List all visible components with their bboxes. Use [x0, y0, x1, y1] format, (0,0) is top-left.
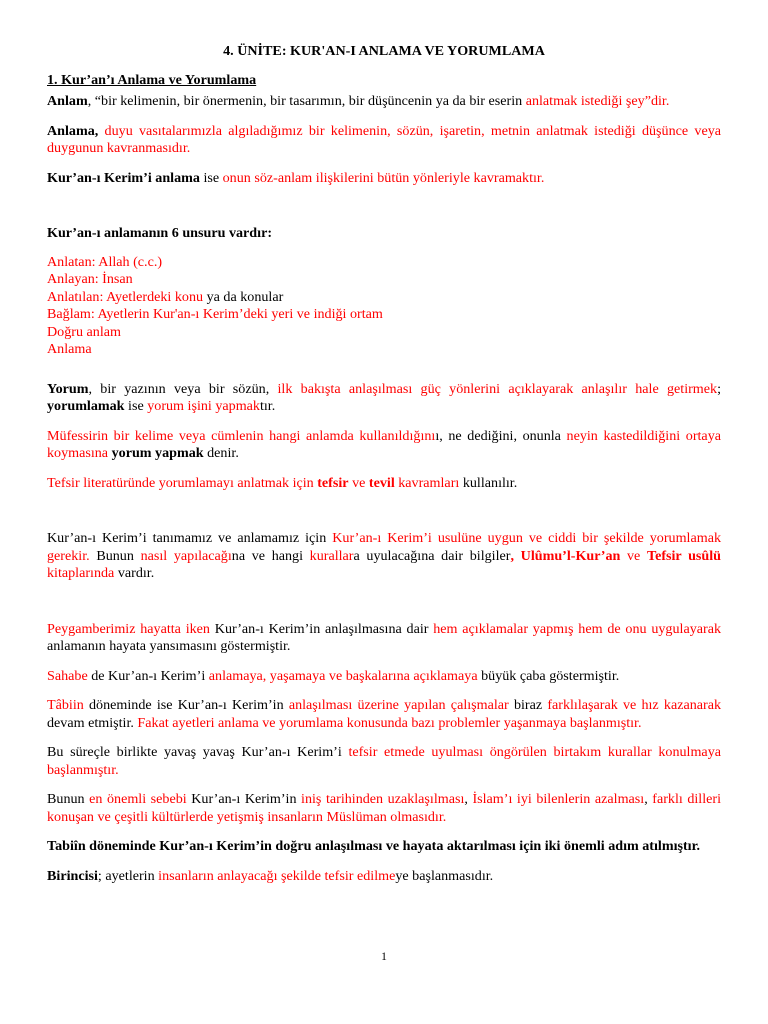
paragraph-tefsir-literatur: Tefsir literatüründe yorumlamayı anlatmak için tefsir ve tevil kavramları kullanılır.	[47, 474, 518, 491]
paragraph-mufessir: Müfessirin bir kelime veya cümlenin hangi anlamda kullanıldığınıı, ne dediğini, onunla neyin kastedildiğini ortaya koymasına yorum yapmak denir.	[47, 427, 721, 461]
list-item: Anlayan: İnsan	[47, 271, 133, 287]
list-item: Bağlam: Ayetlerin Kur'an-ı Kerim’deki yeri ve indiği ortam	[47, 306, 383, 322]
paragraph-anlama: Anlama, duyu vasıtalarımızla algıladığımız bir kelimenin, sözün, işaretin, metnin anlatmak istediği düşünce veya duygunun kavranmasıdır.	[47, 122, 721, 156]
paragraph-iki-adim: Tabiîn döneminde Kur’an-ı Kerim’in doğru anlaşılması ve hayata aktarılması için iki önemli adım atılmıştır.	[47, 838, 701, 854]
paragraph-sahabe: Sahabe de Kur’an-ı Kerim’i anlamaya, yaşamaya ve başkalarına açıklamaya büyük çaba göstermiştir.	[47, 667, 620, 684]
list-item: Anlatan: Allah (c.c.)	[47, 253, 163, 270]
paragraph-anlam: Anlam, “bir kelimenin, bir önermenin, bir tasarımın, bir düşüncenin ya da bir eserin anlatmak istediği şey”dir.	[47, 93, 670, 109]
list-item: Doğru anlam	[47, 323, 121, 340]
elements-list	[47, 254, 721, 359]
unit-title: 4. ÜNİTE: KUR'AN-I ANLAMA VE YORUMLAMA	[223, 43, 545, 59]
elements-heading: Kur’an-ı anlamanın 6 unsuru vardır:	[47, 225, 273, 241]
paragraph-kuran-anlama: Kur’an-ı Kerim’i anlama ise onun söz-anlam ilişkilerini bütün yönleriyle kavramaktır.	[47, 169, 545, 186]
document-content	[47, 43, 721, 885]
paragraph-usul: Kur’an-ı Kerim’i tanımamız ve anlamamız için Kur’an-ı Kerim’i usulüne uygun ve ciddi bir şekilde yorumlamak gerekir. Bunun nasıl yapılacağına ve hangi kurallara uyulacağına dair bilgiler, Ulûmu’l-Kur’an ve Tefsir usûlü kitaplarında vardır.	[47, 530, 721, 581]
list-item: Anlatılan: Ayetlerdeki konu ya da konular	[47, 288, 284, 305]
page-number: 1	[381, 951, 387, 963]
paragraph-surec: Bu süreçle birlikte yavaş yavaş Kur’an-ı Kerim’i tefsir etmede uyulması öngörülen birtakım kurallar konulmaya başlanmıştır.	[47, 744, 721, 778]
paragraph-yorum: Yorum, bir yazının veya bir sözün, ilk bakışta anlaşılması güç yönlerini açıklayarak anlaşılır hale getirmek; yorumlamak ise yorum işini yapmaktır.	[47, 380, 721, 414]
paragraph-birincisi: Birincisi; ayetlerin insanların anlayacağı şekilde tefsir edilmeye başlanmasıdır.	[47, 867, 494, 884]
list-item: Anlama	[47, 341, 92, 357]
paragraph-peygamber: Peygamberimiz hayatta iken Kur’an-ı Kerim’in anlaşılmasına dair hem açıklamalar yapmış hem de onu uygulayarak anlamanın hayata yansımasını göstermiştir.	[47, 620, 721, 654]
paragraph-sebep: Bunun en önemli sebebi Kur’an-ı Kerim’in iniş tarihinden uzaklaşılması, İslam’ı iyi bilenlerin azalması, farklı dilleri konuşan ve çeşitli kültürlerde yetişmiş insanların Müslüman olmasıdır.	[47, 791, 722, 825]
section-heading: 1. Kur’an’ı Anlama ve Yorumlama	[47, 71, 257, 88]
paragraph-tabiin: Tâbiin döneminde ise Kur’an-ı Kerim’in anlaşılması üzerine yapılan çalışmalar biraz farklılaşarak ve hız kazanarak devam etmiştir. Fakat ayetleri anlama ve yorumlama konusunda bazı problemler yaşanmaya başlanmıştır.	[47, 697, 722, 731]
